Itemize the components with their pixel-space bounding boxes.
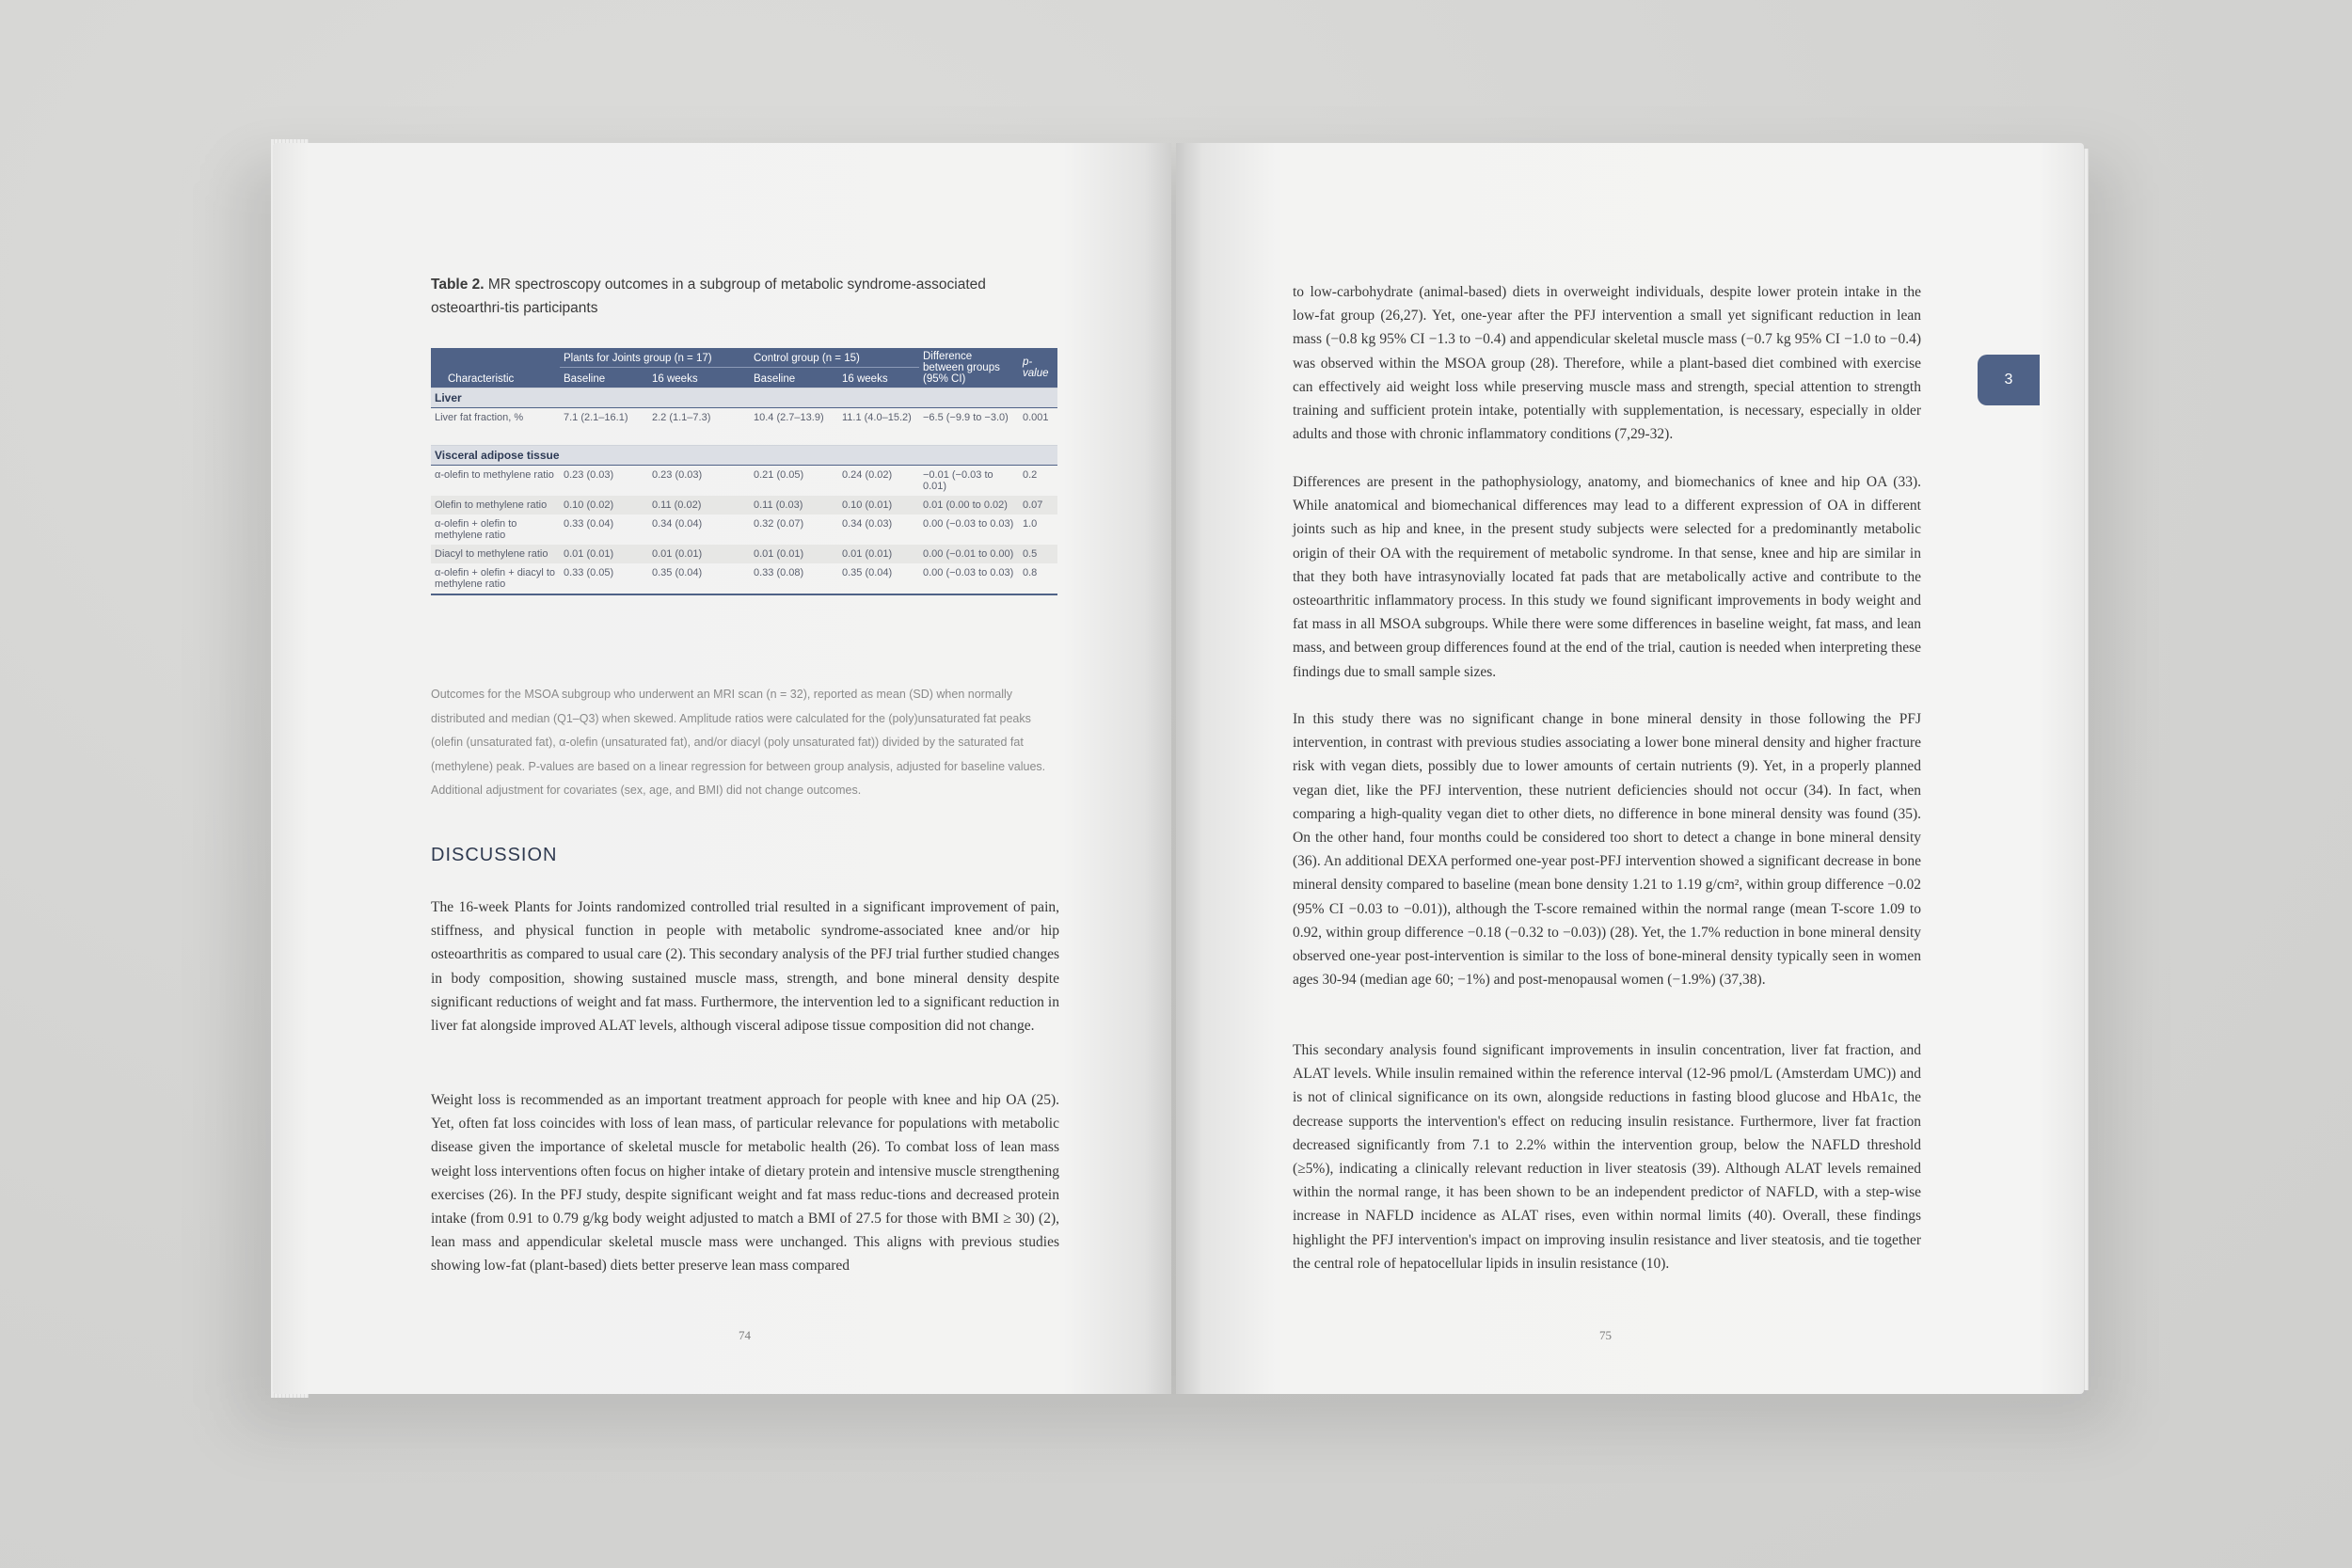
table-cell: 0.5 [1019,545,1057,563]
table-cell: Liver fat fraction, % [435,412,524,423]
table-cell: 10.4 (2.7–13.9) [754,412,824,423]
chapter-tab: 3 [1978,355,2040,405]
table-cell: Diacyl to methylene ratio [431,545,560,563]
right-paragraph-4: This secondary analysis found significant improvements in insulin concentration, liver fat fraction, and ALAT levels. While insulin remained within the reference interval (12-96 pmol/L (Amsterdam UMC)) and is not of clinical significance on its own, alongside reductions in fasting blood glucose and HbA1c, the decrease supports the intervention's effect on reducing insulin resistance. Furthermore, liver fat fraction decreased significantly from 7.1 to 2.2% within the intervention group, below the NAFLD threshold (≥5%), indicating a clinically relevant reduction in liver steatosis (39). Although ALAT levels remained within the normal range, it has been shown to be an independent predictor of NAFLD, with a step-wise increase in NAFLD incidence as ALAT rises, even within normal limits (40). Overall, these findings highlight the PFJ intervention's impact on improving insulin resistance and liver steatosis, and tie together the central role of hepatocellular lipids in insulin resistance (10). [1293,1042,1921,1272]
table-cell: 2.2 (1.1–7.3) [652,412,711,423]
table-row [431,515,1057,545]
header-baseline-pfj: Baseline [560,368,648,388]
header-16weeks-pfj: 16 weeks [648,368,750,388]
table-cell: 0.00 (−0.03 to 0.03) [919,563,1019,594]
table-cell: 0.21 (0.05) [754,469,804,481]
table-cell: 0.33 (0.05) [560,563,648,594]
table-row [431,545,1057,563]
table-cell: 0.8 [1019,563,1057,594]
table-cell: 0.01 (0.01) [648,545,750,563]
table-cell: 0.01 (0.01) [560,545,648,563]
table-cell: 0.34 (0.04) [652,518,703,530]
header-difference: Difference between groups (95% CI) [919,348,1019,388]
table-cell: 11.1 (4.0–15.2) [842,412,912,423]
right-paragraph-3: In this study there was no significant change in bone mineral density in those following the PFJ intervention, in contrast with previous studies associating a lower bone mineral density and higher fracture risk with vegan diets, possibly due to lower amounts of certain nutrients (9). Yet, in a properly planned vegan diet, like the PFJ intervention, these nutrient deficiencies should not occur (34). In fact, when comparing a high-quality vegan diet to other diets, no difference in bone mineral density was found (35). On the other hand, four months could be considered too short to detect a change in bone mineral density (36). An additional DEXA performed one-year post-PFJ intervention showed a significant decrease in bone mineral density compared to baseline (mean bone density 1.21 to 1.19 g/cm², within group difference −0.02 (95% CI −0.03 to −0.01)), although the T-score remained within the normal range (mean T-score 1.09 to 0.92, within group difference −0.18 (−0.32 to −0.03)) (28). Yet, the 1.7% reduction in bone mineral density observed one-year post-intervention is similar to the loss of bone-mineral density typically seen in women ages 30-94 (median age 60; −1%) and post-menopausal women (−1.9%) (37,38). [1293,711,1921,989]
mr-spectroscopy-table [431,348,1057,595]
table-cell: 0.23 (0.03) [652,469,703,481]
table-cell: α-olefin to methylene ratio [435,469,554,481]
header-control-group: Control group (n = 15) [750,348,919,368]
table-cell: 0.35 (0.04) [648,563,750,594]
section-title: Visceral adipose tissue [431,446,1057,466]
table-cell: −6.5 (−9.9 to −3.0) [923,412,1009,423]
table-notes: Outcomes for the MSOA subgroup who underwent an MRI scan (n = 32), reported as mean (SD) when normally distributed and median (Q1–Q3) when skewed. Amplitude ratios were calculated for the (poly)unsaturated fat peaks (olefin (unsaturated fat), α-olefin (unsaturated fat), and/or diacyl (poly unsaturated fat)) divided by the saturated fat (methylene) peak. P-values are based on a linear regression for between group analysis, adjusted for baseline values. Additional adjustment for covariates (sex, age, and BMI) did not change outcomes. [431,688,1046,797]
table-cell: 0.24 (0.02) [842,469,893,481]
table-cell: 0.11 (0.03) [750,496,838,515]
table-row [431,563,1057,594]
table-cell: 0.00 (−0.03 to 0.03) [923,518,1014,530]
header-16weeks-control: 16 weeks [838,368,919,388]
table-cell: 0.00 (−0.01 to 0.00) [919,545,1019,563]
header-baseline-control: Baseline [750,368,838,388]
page-number-left: 74 [739,1328,751,1342]
table-caption-text: MR spectroscopy outcomes in a subgroup of metabolic syndrome-associated osteoarthri-tis participants [431,277,986,316]
header-p-value: p-value [1019,348,1057,388]
table-cell: 0.33 (0.08) [750,563,838,594]
table-cell: 0.10 (0.01) [838,496,919,515]
table-cell: 0.01 (0.01) [838,545,919,563]
table-cell: 0.07 [1019,496,1057,515]
table-cell: Olefin to methylene ratio [431,496,560,515]
header-characteristic: Characteristic [431,368,560,388]
table-row [431,496,1057,515]
table-cell: 0.001 [1023,412,1049,423]
table-caption-label: Table 2. [431,277,485,293]
section-row-visceral [431,446,1057,466]
table-cell: 0.35 (0.04) [838,563,919,594]
right-paragraph-2: Differences are present in the pathophysiology, anatomy, and biomechanics of knee and hip OA (33). While anatomical and biomechanical differences may lead to a different expression of OA in different joints such as hip and knee, in the present study subjects were selected for a predominantly metabolic origin of their OA with the requirement of metabolic syndrome. In that sense, knee and hip are similar in that they both have intrasynovially located fat pads that are metabolically active and contribute to the osteoarthritic inflammatory process. In this study we found significant improvements in body weight and fat mass in all MSOA subgroups. While there were some differences in baseline weight, fat mass, and lean mass, and between group differences found at the end of the trial, caution is needed when interpreting these findings due to small sample sizes. [1293,474,1921,680]
section-title: Liver [431,388,1057,408]
table-cell: 0.32 (0.07) [754,518,804,530]
table-cell: −0.01 (−0.03 to 0.01) [923,469,993,492]
table-cell: 1.0 [1023,518,1038,530]
right-paragraph-1: to low-carbohydrate (animal-based) diets in overweight individuals, despite lower protein intake in the low-fat group (26,27). Yet, one-year after the PFJ intervention a small yet significant reduction in lean mass (−0.8 kg 95% CI −1.3 to −0.4) and appendicular skeletal muscle mass (−0.7 kg 95% CI −1.0 to −0.4) was observed within the MSOA group (28). Therefore, while a plant-based diet combined with exercise can effectively aid weight loss while preserving muscle mass and strength, special attention to strength training and sufficient protein intake, potentially with supplementation, is necessary, especially in older adults and those with chronic inflammatory conditions (7,29-32). [1293,284,1921,443]
table-cell: 0.33 (0.04) [564,518,614,530]
table-row [431,408,1057,446]
table-cell: 0.2 [1023,469,1038,481]
table-cell: α-olefin + olefin + diacyl to methylene ratio [431,563,560,594]
table-cell: 0.11 (0.02) [648,496,750,515]
header-pfj-group: Plants for Joints group (n = 17) [560,348,750,368]
left-paragraph-2: Weight loss is recommended as an important treatment approach for people with knee and hip OA (25). Yet, often fat loss coincides with loss of lean mass, of particular relevance for populations with metabolic disease given the importance of skeletal muscle for metabolic health (26). To combat loss of lean mass weight loss interventions often focus on higher intake of dietary protein and intensive muscle strengthening exercises (26). In the PFJ study, despite significant weight and fat mass reduc-tions and decreased protein intake (from 0.91 to 0.79 g/kg body weight adjusted to match a BMI of 27.5 for those with BMI ≥ 30) (2), lean mass and appendicular skeletal muscle mass were unchanged. This aligns with previous studies showing low-fat (plant-based) diets better preserve lean mass compared [431,1092,1059,1275]
table-cell: 7.1 (2.1–16.1) [564,412,628,423]
empty-header [431,348,560,368]
section-row-liver [431,388,1057,408]
discussion-heading: DISCUSSION [431,845,558,865]
table-cell: 0.10 (0.02) [560,496,648,515]
page-number-right: 75 [1599,1328,1612,1342]
table-cell: α-olefin + olefin to methylene ratio [435,518,517,541]
table-cell: 0.01 (0.01) [750,545,838,563]
table-cell: 0.34 (0.03) [842,518,893,530]
table-cell: 0.23 (0.03) [564,469,614,481]
table-caption [431,273,1061,320]
table-cell: 0.01 (0.00 to 0.02) [919,496,1019,515]
left-paragraph-1: The 16-week Plants for Joints randomized controlled trial resulted in a significant improvement of pain, stiffness, and physical function in people with metabolic syndrome-associated knee and/or hip osteoarthritis as compared to usual care (2). This secondary analysis of the PFJ trial further studied changes in body composition, showing sustained muscle mass, strength, and bone mineral density despite significant reductions of weight and fat mass. Furthermore, the intervention led to a significant reduction in liver fat alongside improved ALAT levels, although visceral adipose tissue composition did not change. [431,899,1059,1035]
table-row [431,466,1057,497]
